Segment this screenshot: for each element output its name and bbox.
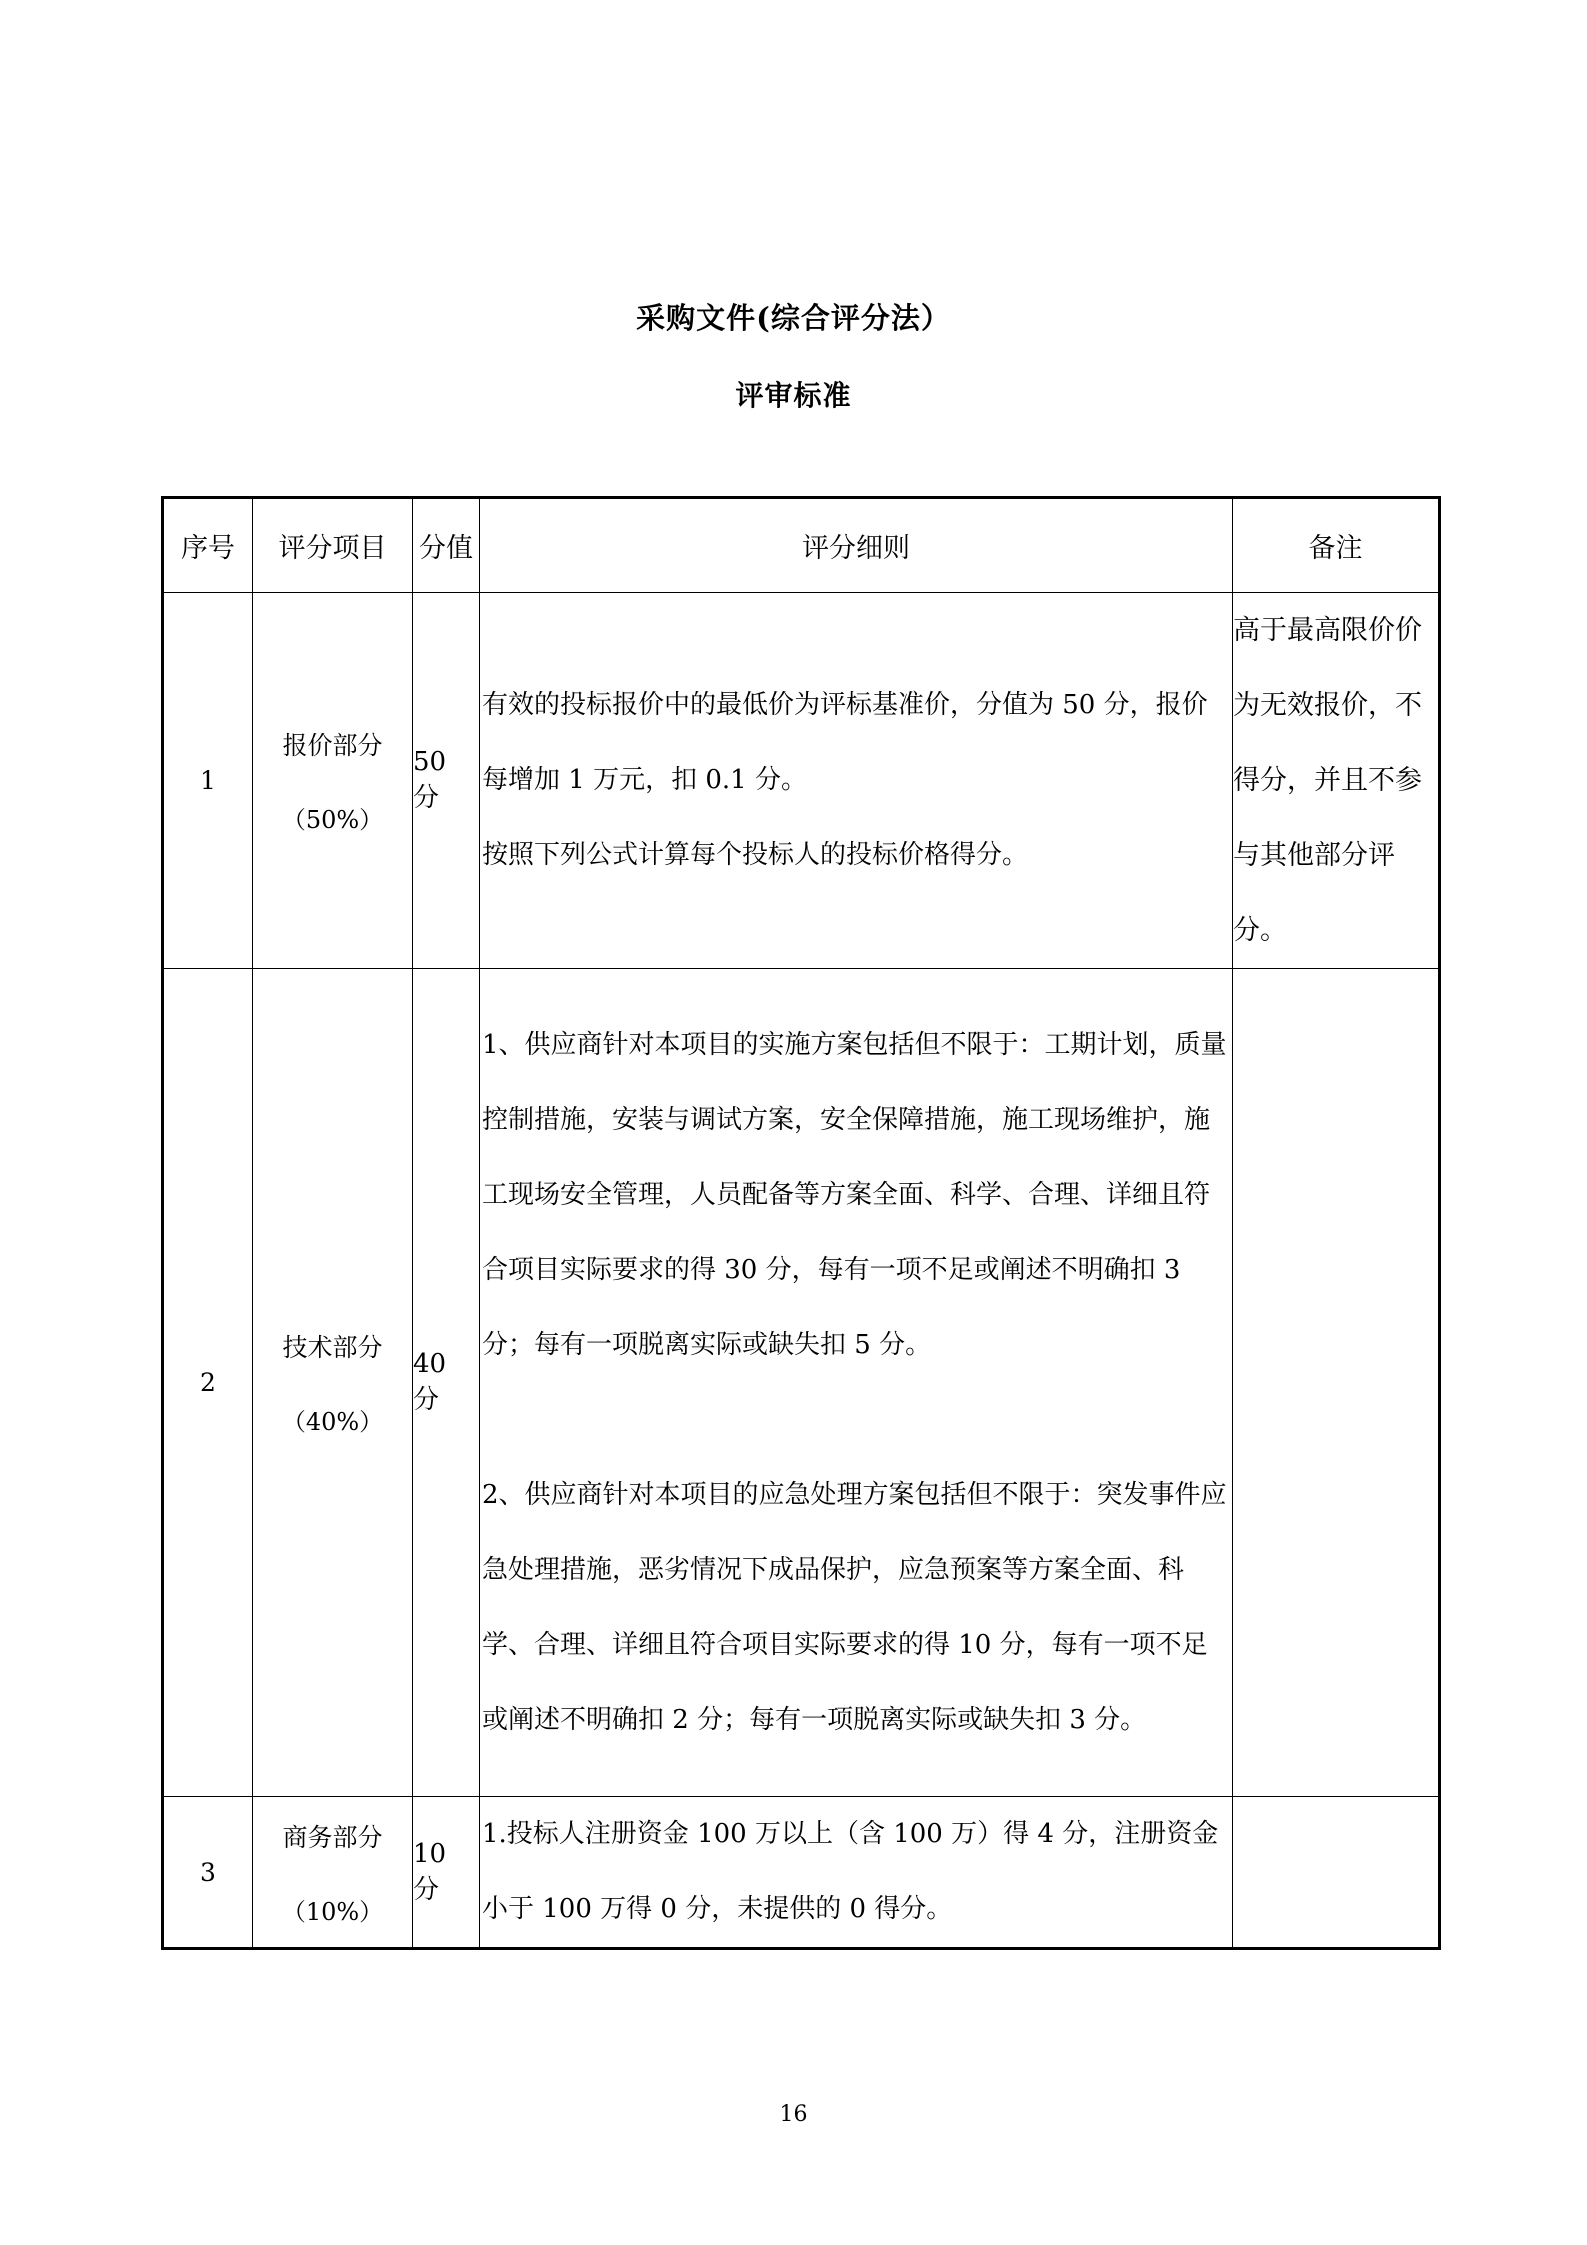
page-number: 16	[779, 2102, 808, 2127]
row-detail	[480, 1797, 1233, 1949]
row-score: 50 分	[413, 593, 480, 969]
scoring-table	[161, 496, 1441, 1950]
row-seq: 1	[163, 593, 253, 969]
detail-paragraph: 1.投标人注册资金 100 万以上（含 100 万）得 4 分，注册资金小于 100 万得 0 分，未提供的 0 得分。	[482, 1819, 1219, 1924]
row-item-percent: （50%）	[281, 806, 384, 834]
row-item	[253, 969, 413, 1797]
row-score: 10 分	[413, 1797, 480, 1949]
table-row	[163, 1797, 1440, 1949]
table-row	[163, 593, 1440, 969]
document-subtitle: 评审标准	[735, 379, 852, 412]
row-item	[253, 593, 413, 969]
detail-paragraph: 有效的投标报价中的最低价为评标基准价，分值为 50 分，报价每增加 1 万元，扣 0.1 分。	[482, 690, 1208, 795]
row-seq: 3	[163, 1797, 253, 1949]
row-seq: 2	[163, 969, 253, 1797]
row-item-label: 报价部分	[282, 731, 383, 760]
header-detail: 评分细则	[480, 498, 1233, 593]
header-seq: 序号	[163, 498, 253, 593]
detail-paragraph: 2、供应商针对本项目的应急处理方案包括但不限于：突发事件应急处理措施，恶劣情况下成品保护，应急预案等方案全面、科学、合理、详细且符合项目实际要求的得 10 分，每有一项不足或阐述不明确扣 2 分；每有一项脱离实际或缺失扣 3 分。	[482, 1479, 1227, 1735]
header-remark: 备注	[1233, 498, 1440, 593]
paragraph-spacer	[482, 1383, 1232, 1458]
header-item: 评分项目	[253, 498, 413, 593]
row-item-percent: （40%）	[281, 1408, 384, 1436]
document-title: 采购文件(综合评分法）	[636, 301, 951, 335]
header-score: 分值	[413, 498, 480, 593]
row-item	[253, 1797, 413, 1949]
row-remark	[1233, 1797, 1440, 1949]
row-item-label: 商务部分	[282, 1822, 383, 1852]
row-item-label: 技术部分	[282, 1333, 383, 1362]
row-detail	[480, 969, 1233, 1797]
row-score: 40 分	[413, 969, 480, 1797]
row-remark	[1233, 969, 1440, 1797]
row-detail	[480, 593, 1233, 969]
table-header-row	[163, 498, 1440, 593]
row-item-percent: （10%）	[281, 1897, 384, 1926]
detail-paragraph: 1、供应商针对本项目的实施方案包括但不限于：工期计划，质量控制措施，安装与调试方案，安全保障措施，施工现场维护，施工现场安全管理，人员配备等方案全面、科学、合理、详细且符合项目实际要求的得 30 分，每有一项不足或阐述不明确扣 3 分；每有一项脱离实际或缺失扣 5 分。	[482, 1029, 1227, 1360]
table-row	[163, 969, 1440, 1797]
detail-paragraph: 按照下列公式计算每个投标人的投标价格得分。	[482, 840, 1029, 870]
row-remark: 高于最高限价价为无效报价，不得分，并且不参与其他部分评分。	[1233, 593, 1440, 969]
